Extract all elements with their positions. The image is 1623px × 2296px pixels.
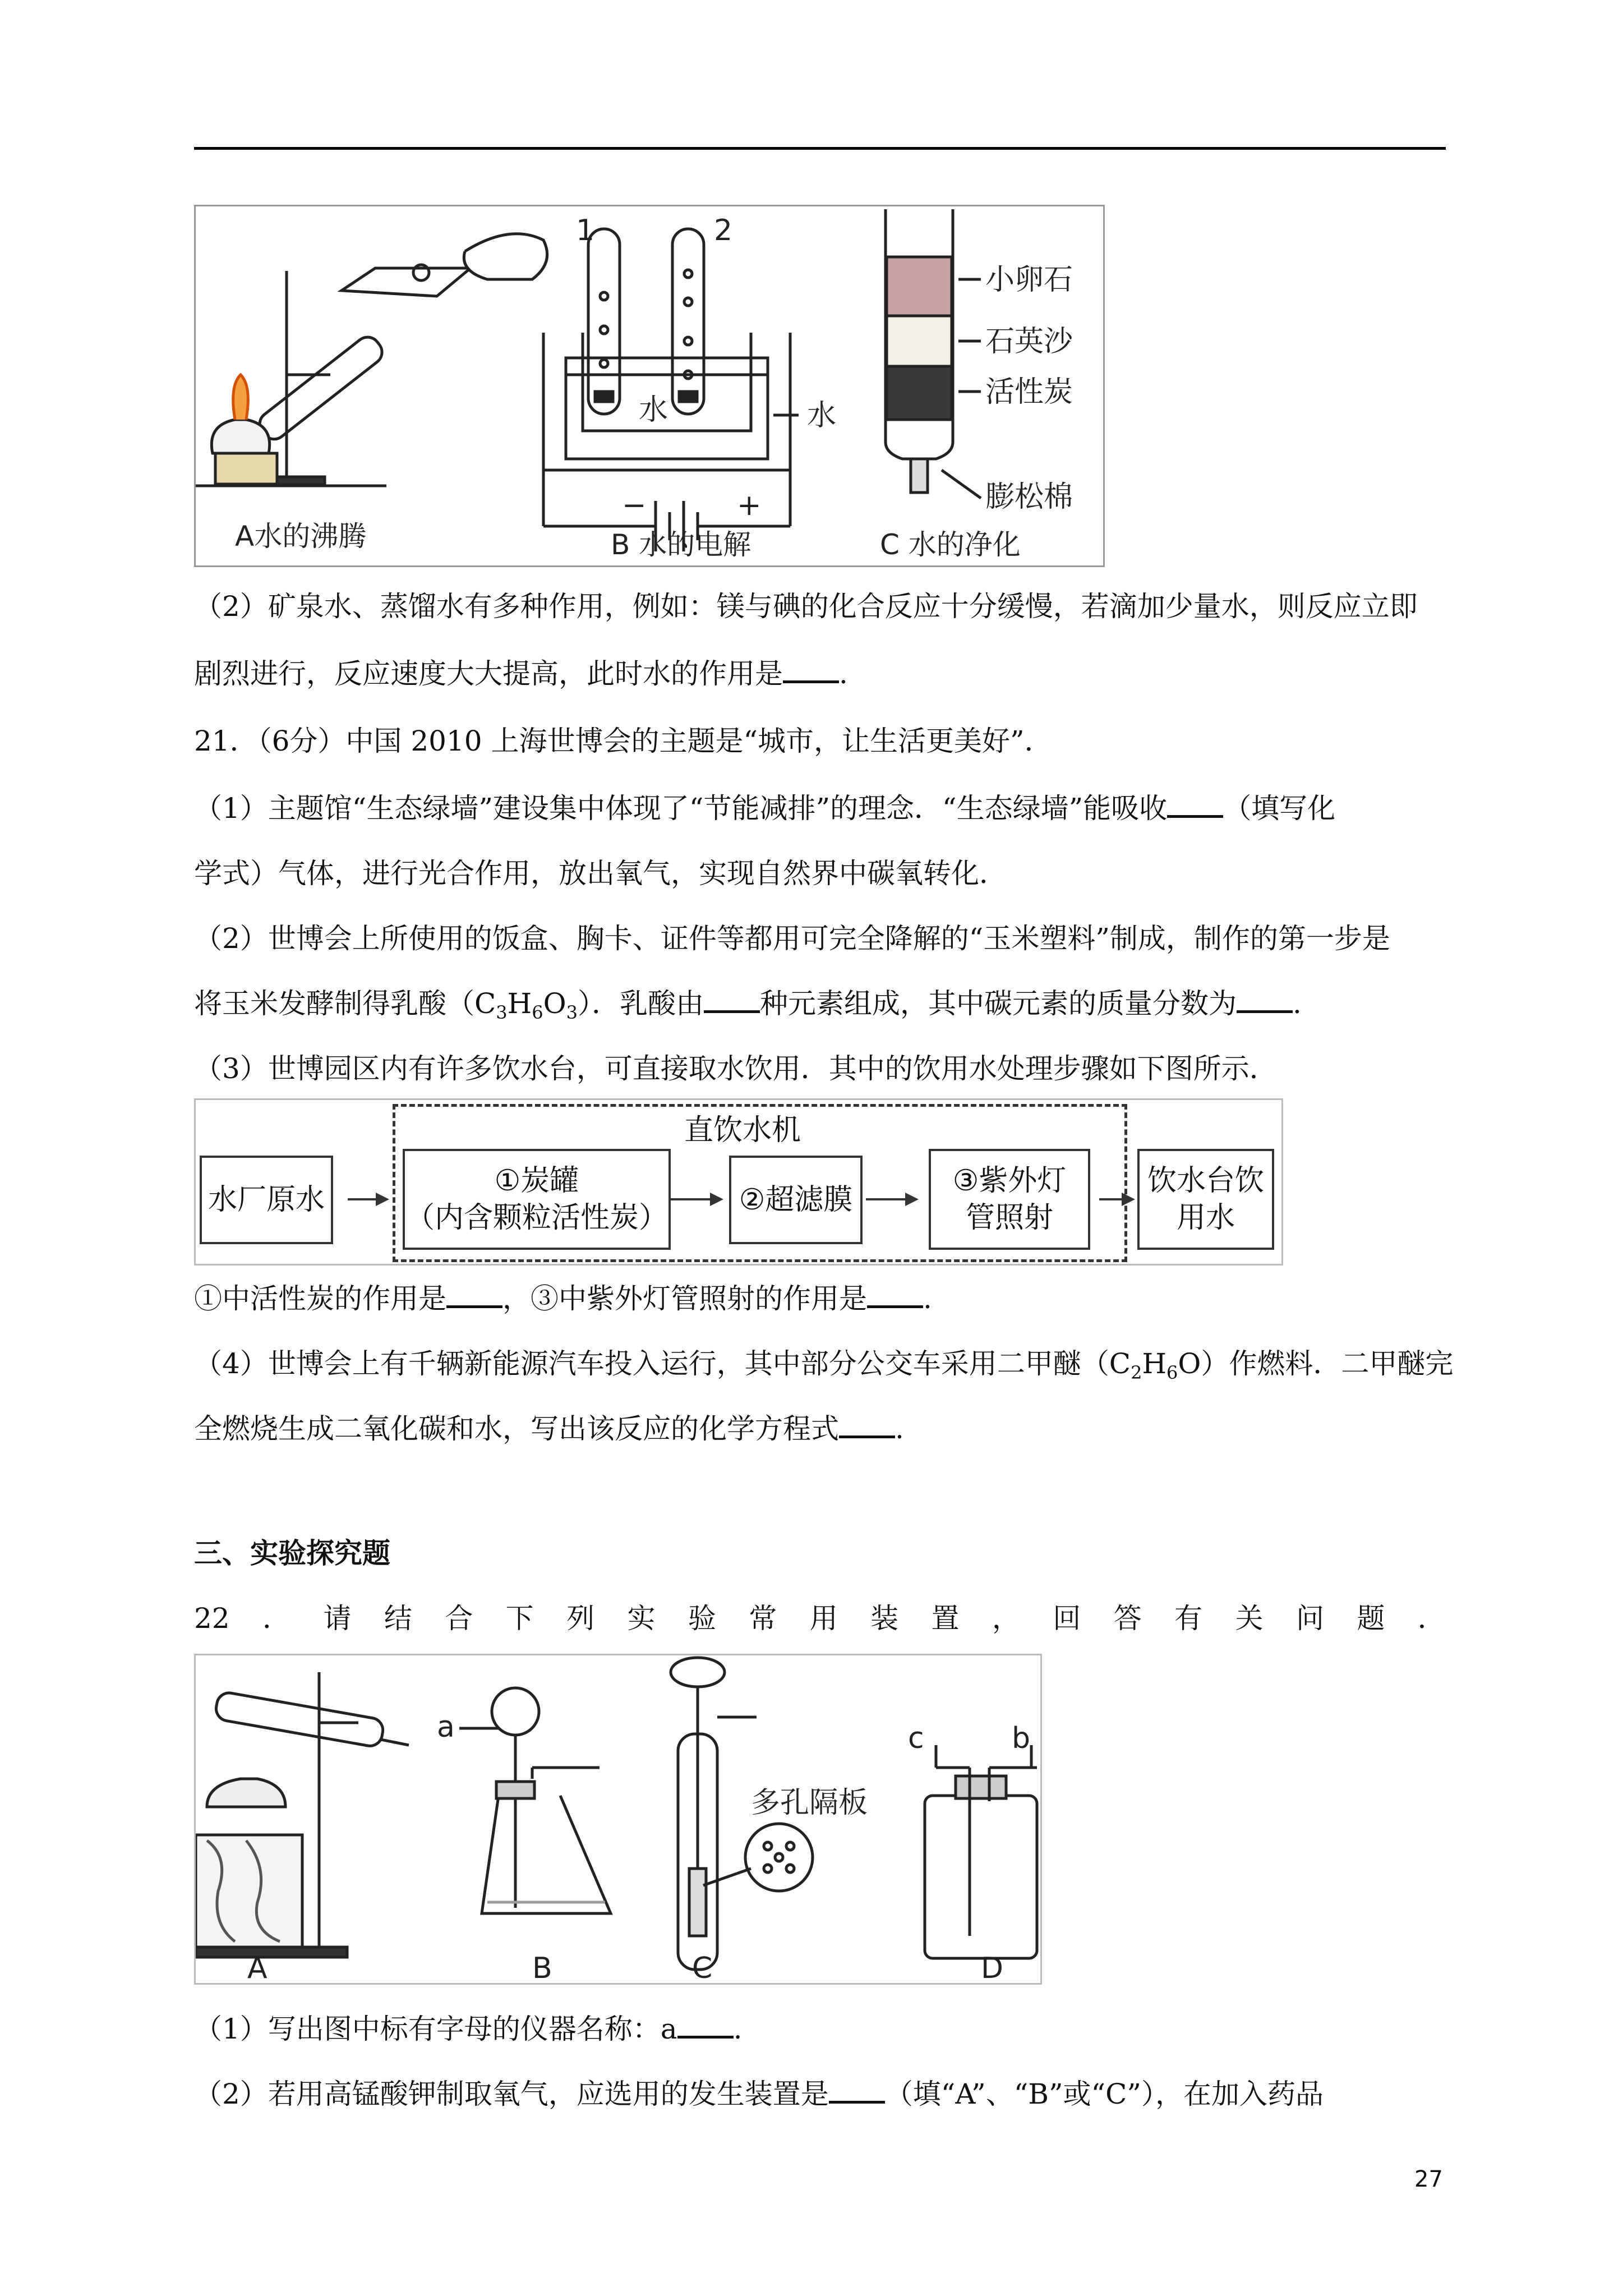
tube-label-2: 2 bbox=[714, 214, 733, 247]
caption-c: C 水的净化 bbox=[880, 528, 1021, 561]
q22-title-char: 下 bbox=[505, 1602, 534, 1635]
lab-apparatus-svg bbox=[196, 1655, 1040, 1983]
flow-box-ultrafiltration: ②超滤膜 bbox=[729, 1156, 863, 1244]
flow-box-raw-water: 水厂原水 bbox=[200, 1156, 333, 1244]
apparatus-c-filter bbox=[886, 209, 981, 498]
q21-4-line1: （4）世博会上有千辆新能源汽车投入运行，其中部分公交车采用二甲醚$(C_2H_6O)$作燃料．二甲醚完 bbox=[194, 1347, 1454, 1383]
flow-arrow bbox=[671, 1198, 721, 1200]
flow-arrow bbox=[1099, 1198, 1133, 1200]
q20-2-line2: 剧烈进行，反应速度大大提高，此时水的作用是 . bbox=[194, 657, 848, 690]
q22-title-char: 回 bbox=[1053, 1602, 1081, 1635]
q22-title-char: 装 bbox=[870, 1602, 899, 1635]
q21-2-line1: （2）世博会上所使用的饭盒、胸卡、证件等都用可完全降解的“玉米塑料”制成，制作的第一步是 bbox=[194, 922, 1390, 955]
filter-label-activated-carbon: 活性炭 bbox=[985, 375, 1073, 409]
q22-title bbox=[194, 1600, 1446, 1637]
answer-blank[interactable] bbox=[783, 658, 839, 683]
answer-blank[interactable] bbox=[704, 988, 760, 1013]
label-c: c bbox=[908, 1722, 924, 1755]
filter-label-pebbles: 小卵石 bbox=[985, 263, 1073, 297]
label-a: a bbox=[437, 1710, 455, 1744]
q22-title-char: 22 bbox=[194, 1602, 230, 1635]
caption-a: A bbox=[247, 1952, 268, 1983]
flow-group-title: 直饮水机 bbox=[684, 1114, 801, 1147]
flow-arrow bbox=[348, 1198, 387, 1200]
answer-blank[interactable] bbox=[1237, 988, 1293, 1013]
section-heading: 三、实验探究题 bbox=[194, 1537, 390, 1570]
answer-blank[interactable] bbox=[829, 2078, 885, 2104]
tube-label-1: 1 bbox=[576, 214, 595, 247]
battery-positive: + bbox=[737, 489, 762, 522]
q21-2-line2: 将玉米发酵制得乳酸$(C_3H_6O_3)$．乳酸由 种元素组成，其中碳元素的质量分数为 . bbox=[194, 987, 1302, 1023]
caption-d: D bbox=[981, 1952, 1004, 1983]
q22-title-char: 有 bbox=[1174, 1602, 1203, 1635]
caption-b: B bbox=[532, 1952, 552, 1983]
q21-1-line2: 学式）气体，进行光合作用，放出氧气，实现自然界中碳氧转化． bbox=[194, 857, 1007, 890]
page-number: 27 bbox=[1414, 2166, 1443, 2192]
water-label-inner: 水 bbox=[639, 393, 668, 427]
q21-4-line2: 全燃烧生成二氧化碳和水，写出该反应的化学方程式 . bbox=[194, 1412, 904, 1445]
q22-title-char: 答 bbox=[1113, 1602, 1142, 1635]
q22-2-line: （2）若用高锰酸钾制取氧气，应选用的发生装置是 （填“A”、“B”或“C”），在加入药品 bbox=[194, 2078, 1324, 2110]
answer-blank[interactable] bbox=[867, 1283, 923, 1308]
q22-title-char: 结 bbox=[384, 1602, 412, 1635]
caption-b: B 水的电解 bbox=[611, 528, 751, 561]
battery-negative: − bbox=[622, 489, 647, 522]
answer-blank[interactable] bbox=[677, 2013, 734, 2039]
label-b: b bbox=[1012, 1722, 1031, 1755]
label-porous-plate: 多孔隔板 bbox=[751, 1786, 868, 1820]
apparatus-b-flask bbox=[459, 1688, 611, 1913]
q22-title-char: ， bbox=[992, 1602, 1020, 1635]
flow-box-carbon-tank: ①炭罐 （内含颗粒活性炭） bbox=[403, 1149, 671, 1250]
q22-title-char: 实 bbox=[627, 1602, 656, 1635]
q21-title: 21．（6分）中国 2010 上海世博会的主题是“城市，让生活更美好”． bbox=[194, 725, 1053, 757]
flow-box-drinking-fountain: 饮水台饮 用水 bbox=[1137, 1149, 1274, 1250]
q22-title-char: 常 bbox=[749, 1602, 777, 1635]
q22-1-line: （1）写出图中标有字母的仪器名称：a . bbox=[194, 2013, 743, 2045]
answer-blank[interactable] bbox=[446, 1283, 502, 1308]
filter-label-cotton: 膨松棉 bbox=[985, 480, 1073, 514]
q22-title-char: 用 bbox=[809, 1602, 838, 1635]
answer-blank[interactable] bbox=[1167, 793, 1223, 818]
q22-title-char: 验 bbox=[688, 1602, 716, 1635]
q21-3-answer: ①中活性炭的作用是 ，③中紫外灯管照射的作用是 . bbox=[194, 1282, 932, 1315]
filter-label-quartz-sand: 石英沙 bbox=[985, 325, 1073, 358]
q22-title-char: 关 bbox=[1235, 1602, 1264, 1635]
q21-3-line: （3）世博园区内有许多饮水台，可直接取水饮用．其中的饮用水处理步骤如下图所示． bbox=[194, 1052, 1278, 1085]
q22-title-char: 题 bbox=[1357, 1602, 1385, 1635]
water-label-outer: 水 bbox=[807, 399, 837, 432]
q22-title-char: ． bbox=[262, 1602, 291, 1635]
figure-water-experiments bbox=[194, 205, 1105, 567]
q22-title-char: 列 bbox=[566, 1602, 595, 1635]
apparatus-d-bottle bbox=[925, 1745, 1037, 1958]
q22-title-char: 请 bbox=[323, 1602, 352, 1635]
water-experiments-svg bbox=[196, 206, 1103, 565]
answer-blank[interactable] bbox=[839, 1413, 895, 1438]
figure-lab-apparatus bbox=[194, 1654, 1042, 1985]
apparatus-a-boiling bbox=[196, 234, 547, 486]
caption-a: A水的沸腾 bbox=[235, 520, 367, 553]
header-rule bbox=[194, 147, 1446, 150]
q22-title-char: 问 bbox=[1295, 1602, 1324, 1635]
flow-box-uv-lamp: ③紫外灯 管照射 bbox=[929, 1149, 1090, 1250]
apparatus-a-heating bbox=[196, 1672, 409, 1957]
q22-title-char: 合 bbox=[445, 1602, 473, 1635]
q22-title-char: ． bbox=[1417, 1602, 1446, 1635]
q22-title-char: 置 bbox=[931, 1602, 960, 1635]
q20-2-line1: （2）矿泉水、蒸馏水有多种作用，例如：镁与碘的化合反应十分缓慢，若滴加少量水，则反应立即 bbox=[194, 590, 1418, 623]
q21-1-line1: （1）主题馆“生态绿墙”建设集中体现了“节能减排”的理念．“生态绿墙”能吸收 （填写化 bbox=[194, 792, 1336, 825]
caption-c: C bbox=[692, 1952, 713, 1983]
flow-arrow bbox=[866, 1198, 916, 1200]
